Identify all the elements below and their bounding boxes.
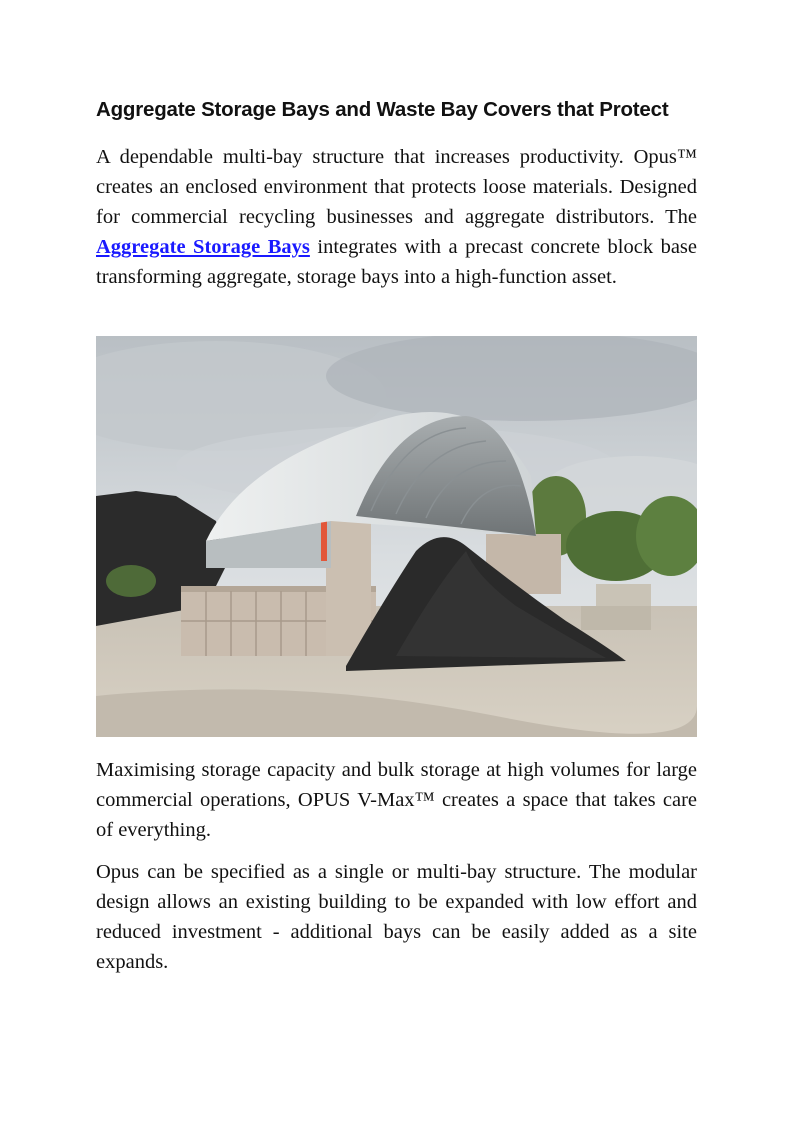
intro-text-before: A dependable multi-bay structure that increases productivity. Opus™ creates an enclosed environment that protects loose materials. Designed for commercial recycling businesses and aggregate distributors. The [96, 146, 697, 228]
storage-bay-photo [96, 336, 697, 737]
intro-paragraph [96, 142, 697, 292]
aggregate-storage-bays-link[interactable]: Aggregate Storage Bays [96, 236, 310, 258]
page-title: Aggregate Storage Bays and Waste Bay Covers that Protect [96, 98, 669, 121]
capacity-paragraph: Maximising storage capacity and bulk storage at high volumes for large commercial operations, OPUS V-Max™ creates a space that takes care of everything. [96, 759, 697, 841]
modular-paragraph: Opus can be specified as a single or multi-bay structure. The modular design allows an existing building to be expanded with low effort and reduced investment - additional bays can be easily added as a site expands. [96, 861, 697, 973]
intro-text-after: integrates with a precast concrete block base transforming aggregate, storage bays into a high-function asset. [96, 236, 697, 288]
